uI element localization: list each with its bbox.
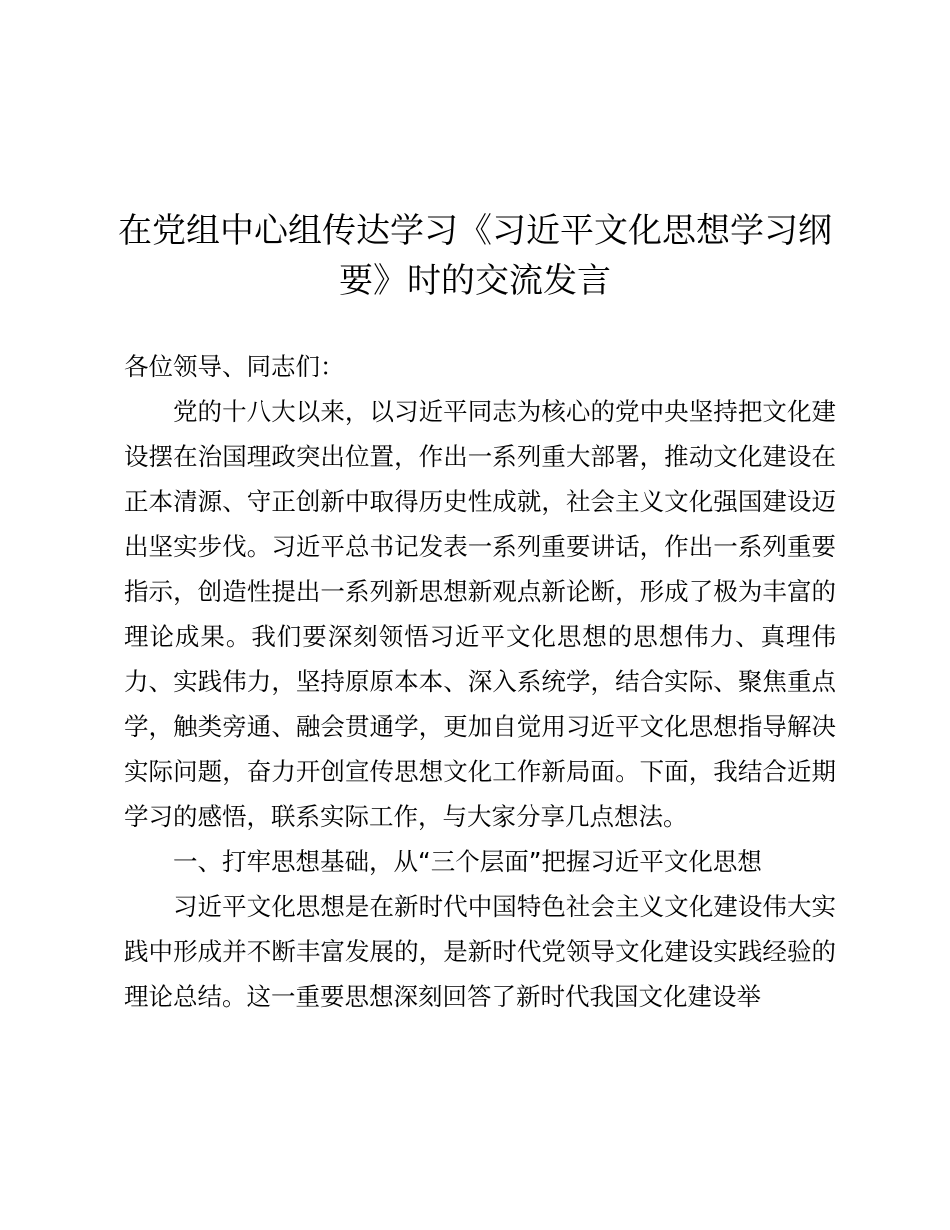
document-title: 在党组中心组传达学习《习近平文化思想学习纲要》时的交流发言 <box>118 211 832 301</box>
salutation: 各位领导、同志们： <box>124 352 345 381</box>
paragraph-section-1: 习近平文化思想是在新时代中国特色社会主义文化建设伟大实践中形成并不断丰富发展的，是新时代党领导文化建设实践经验的理论总结。这一重要思想深刻回答了新时代我国文化建设举 <box>124 892 836 1011</box>
paragraph-intro: 党的十八大以来，以习近平同志为核心的党中央坚持把文化建设摆在治国理政突出位置，作出一系列重大部署，推动文化建设在正本清源、守正创新中取得历史性成就，社会主义文化强国建设迈出坚实步伐。习近平总书记发表一系列重要讲话，作出一系列重要指示，创造性提出一系列新思想新观点新论断，形成了极为丰富的理论成果。我们要深刻领悟习近平文化思想的思想伟力、真理伟力、实践伟力，坚持原原本本、深入系统学，结合实际、聚焦重点学，触类旁通、融会贯通学，更加自觉用习近平文化思想指导解决实际问题，奋力开创宣传思想文化工作新局面。下面，我结合近期学习的感悟，联系实际工作，与大家分享几点想法。 <box>124 397 836 831</box>
section-heading-1: 一、打牢思想基础，从“三个层面”把握习近平文化思想 <box>173 847 762 876</box>
document-body <box>124 344 836 1019</box>
